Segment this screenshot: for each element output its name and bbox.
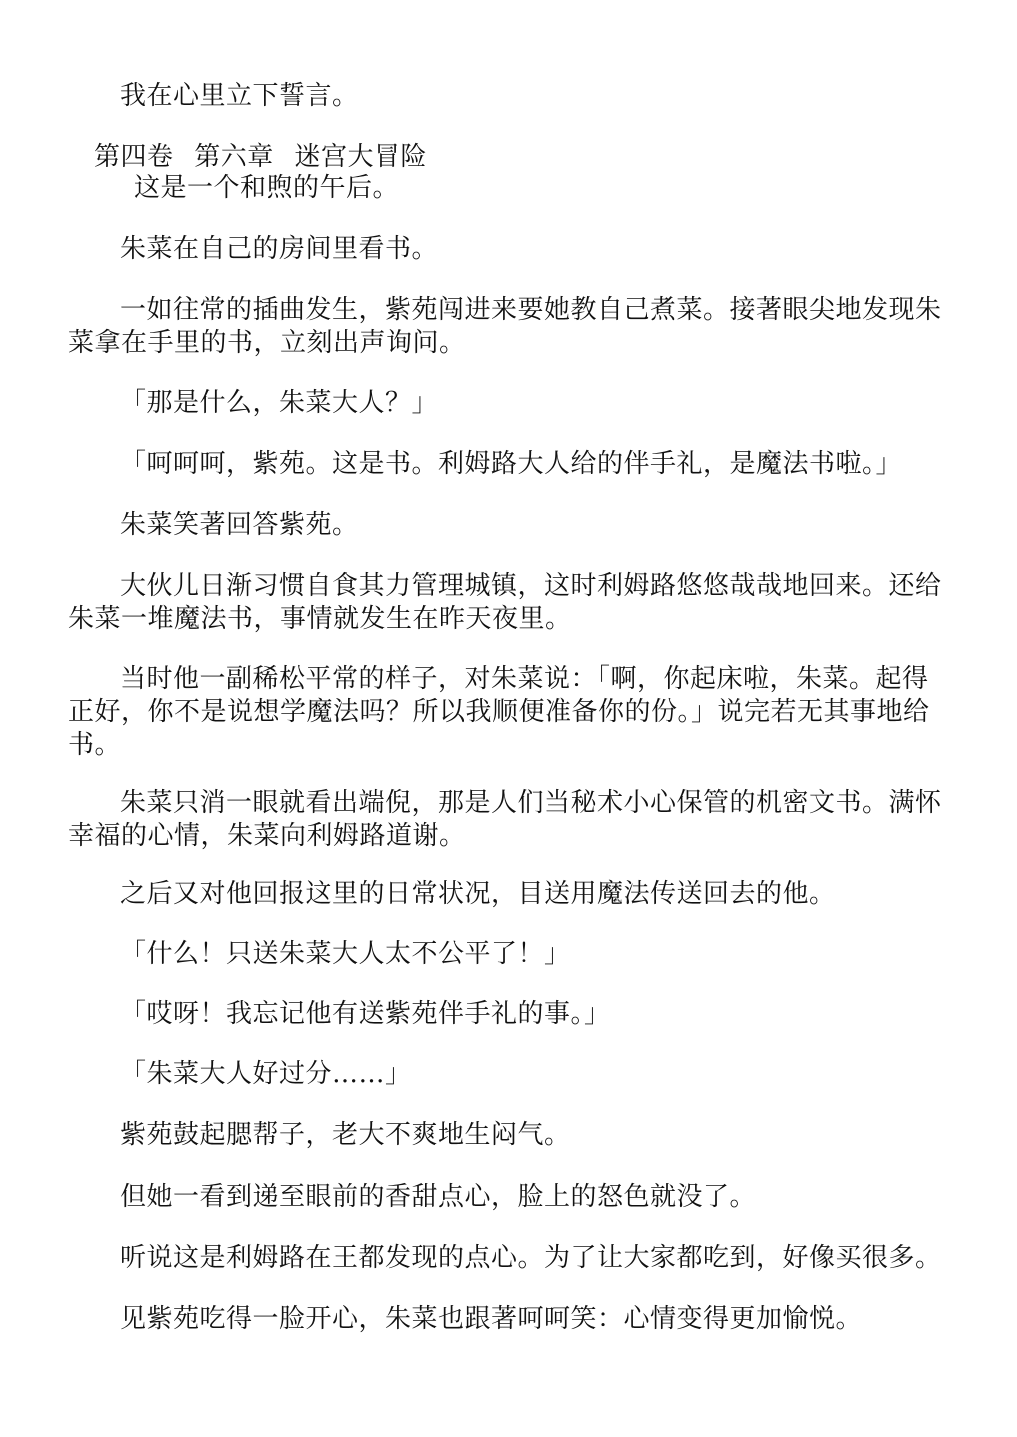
paragraph: 朱菜只消一眼就看出端倪，那是人们当秘术小心保管的机密文书。满怀幸福的心情，朱菜向利姆路道谢。 <box>68 788 942 851</box>
paragraph: 但她一看到递至眼前的香甜点心，脸上的怒色就没了。 <box>120 1182 757 1212</box>
paragraph: 之后又对他回报这里的日常状况，目送用魔法传送回去的他。 <box>120 879 836 909</box>
paragraph: 大伙儿日渐习惯自食其力管理城镇，这时利姆路悠悠哉哉地回来。还给朱菜一堆魔法书，事情就发生在昨天夜里。 <box>68 571 942 634</box>
dialogue-line: 「哎呀！我忘记他有送紫苑伴手礼的事。」 <box>120 999 611 1029</box>
paragraph: 朱菜在自己的房间里看书。 <box>120 234 439 264</box>
paragraph: 一如往常的插曲发生，紫苑闯进来要她教自己煮菜。接著眼尖地发现朱菜拿在手里的书，立刻出声询问。 <box>68 295 942 358</box>
dialogue-line: 「呵呵呵，紫苑。这是书。利姆路大人给的伴手礼，是魔法书啦。」 <box>120 449 903 479</box>
dialogue-line: 「朱菜大人好过分……」 <box>120 1059 412 1089</box>
paragraph: 这是一个和煦的午后。 <box>134 173 400 203</box>
paragraph: 见紫苑吃得一脸开心，朱菜也跟著呵呵笑：心情变得更加愉悦。 <box>120 1304 863 1334</box>
paragraph: 听说这是利姆路在王都发现的点心。为了让大家都吃到，好像买很多。 <box>120 1243 942 1273</box>
chapter-title: 第四卷 第六章 迷宫大冒险 <box>94 142 428 172</box>
paragraph: 当时他一副稀松平常的样子，对朱菜说：「啊，你起床啦，朱菜。起得正好，你不是说想学魔法吗？所以我顺便准备你的份。」说完若无其事地给书。 <box>68 664 930 760</box>
paragraph: 紫苑鼓起腮帮子，老大不爽地生闷气。 <box>120 1120 571 1150</box>
paragraph: 朱菜笑著回答紫苑。 <box>120 510 359 540</box>
dialogue-line: 「什么！只送朱菜大人太不公平了！」 <box>120 939 571 969</box>
paragraph: 我在心里立下誓言。 <box>120 81 359 111</box>
dialogue-line: 「那是什么，朱菜大人？」 <box>120 388 439 418</box>
